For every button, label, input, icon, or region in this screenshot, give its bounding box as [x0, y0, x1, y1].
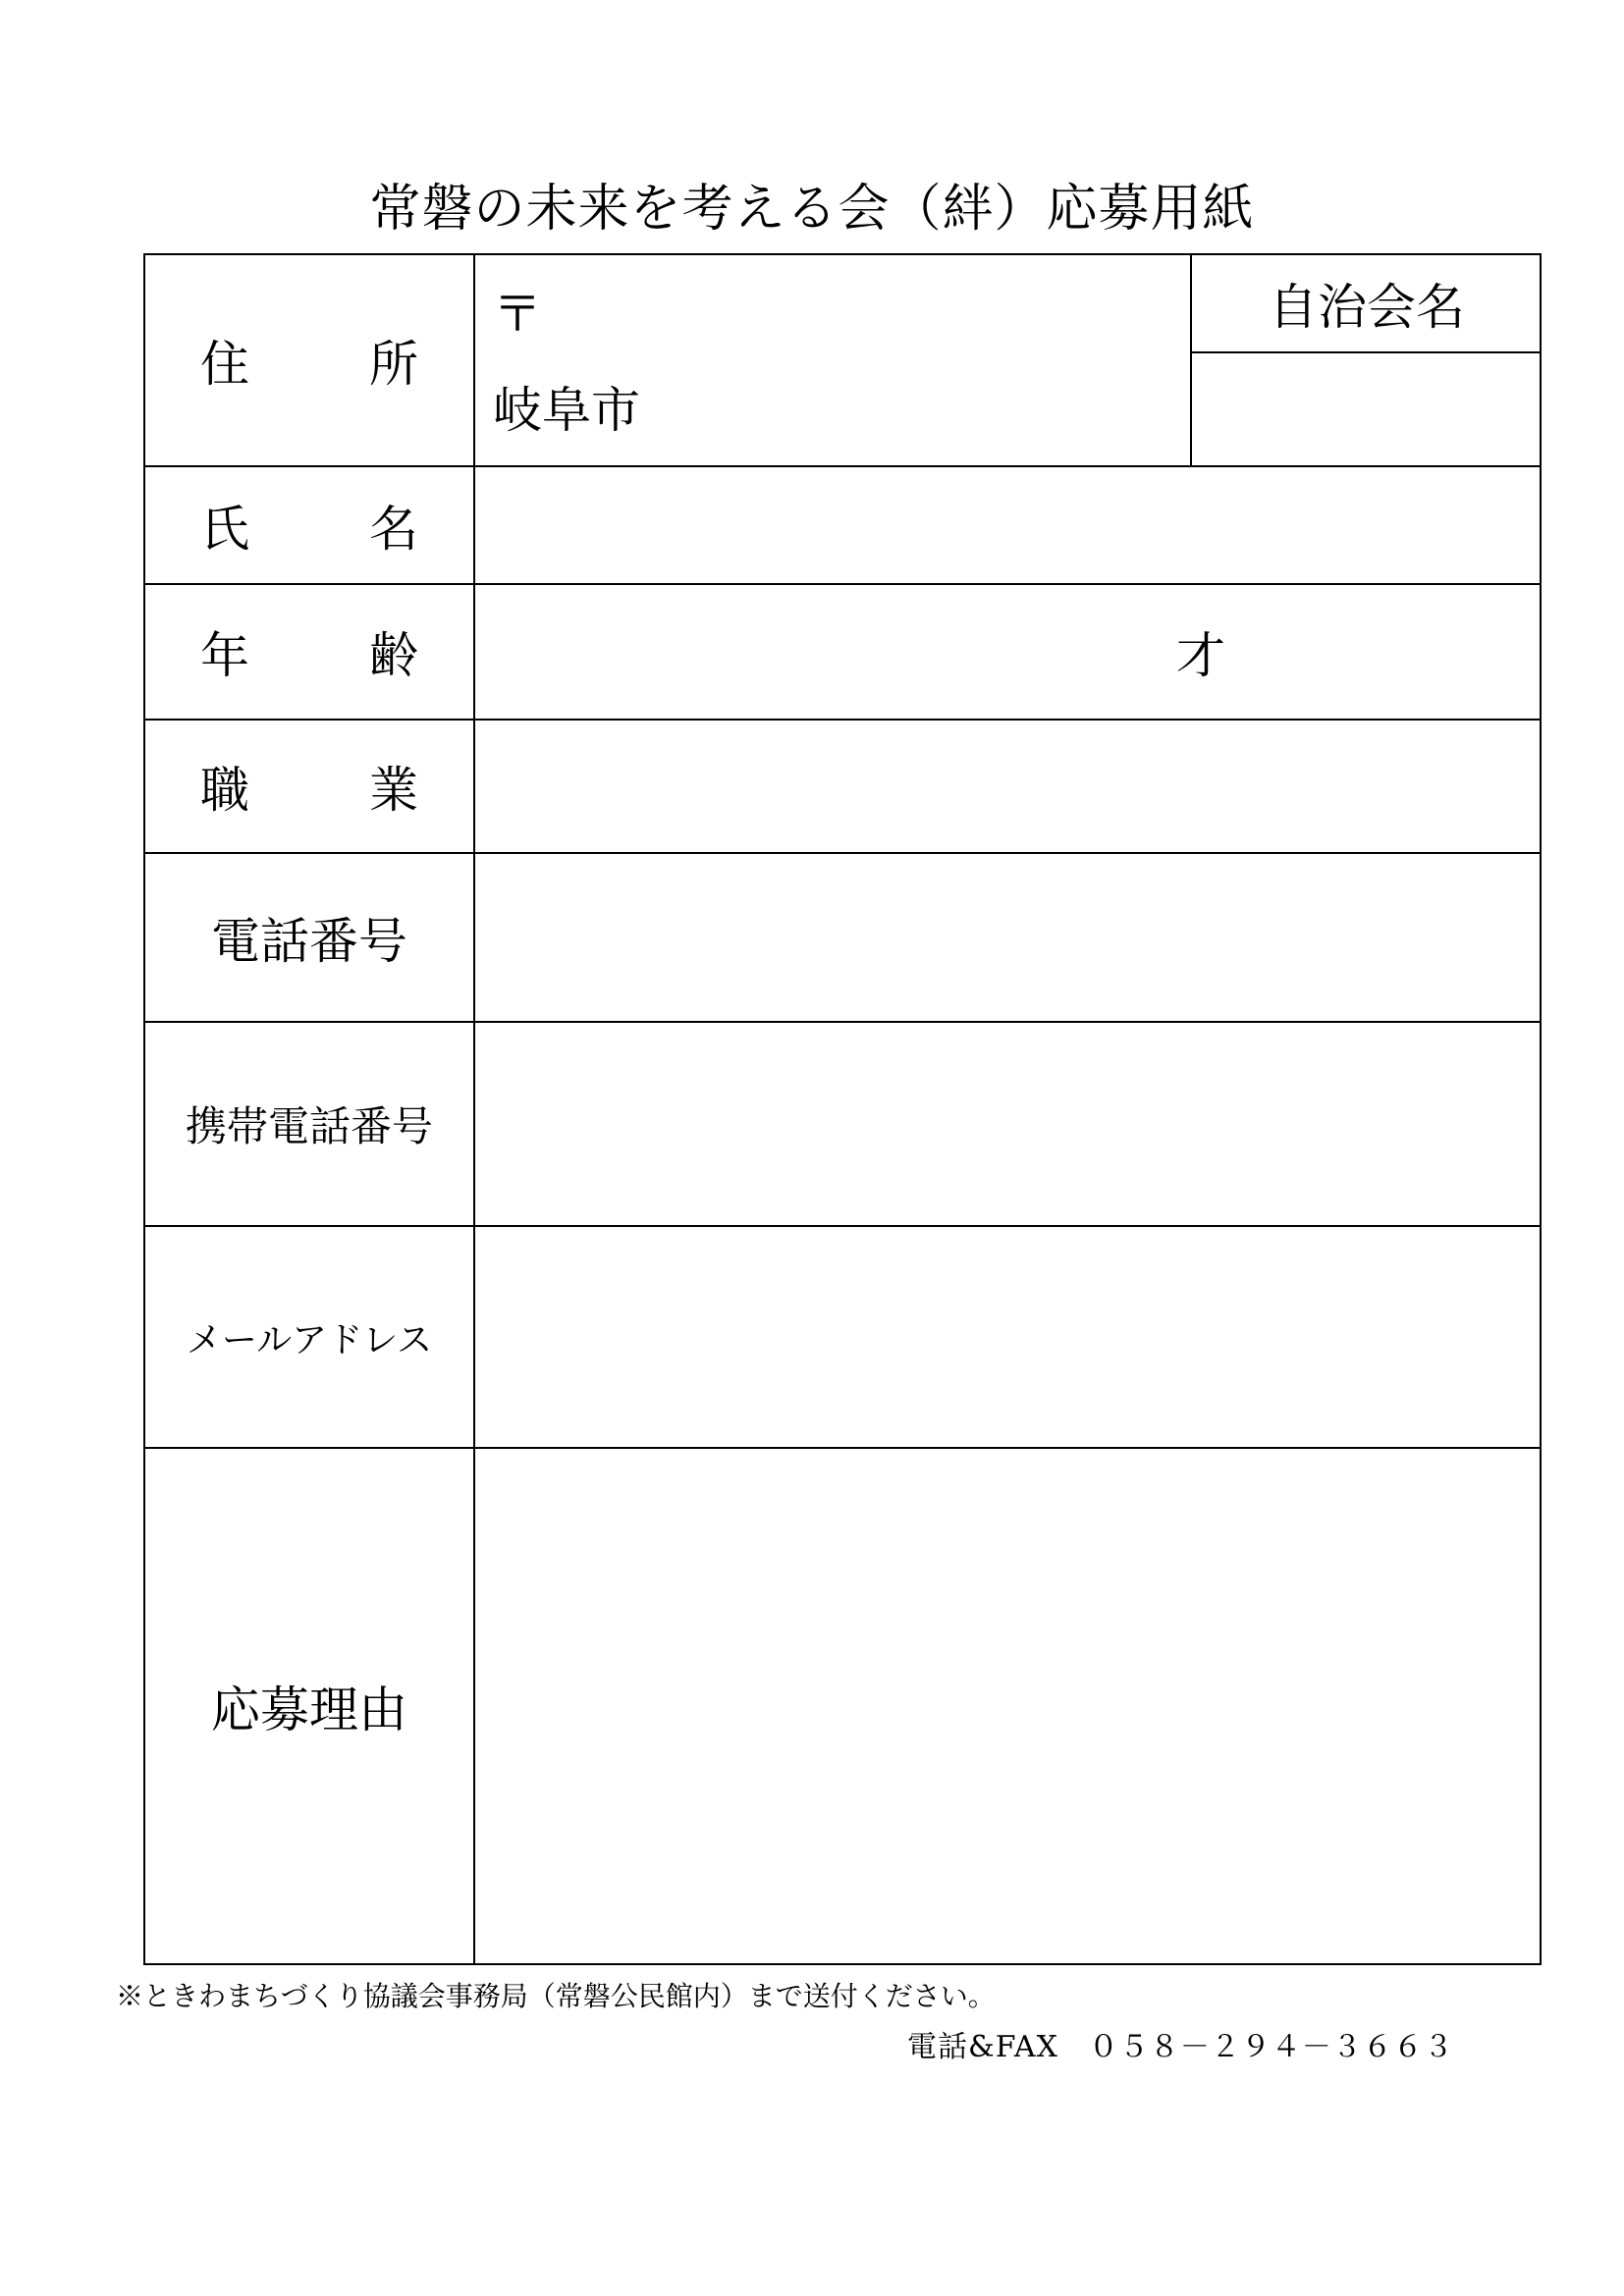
postal-mark: 〒	[493, 286, 542, 343]
age-label: 年 齢	[145, 585, 475, 719]
address-label: 住 所	[145, 255, 475, 465]
name-label: 氏 名	[145, 467, 475, 583]
age-row	[145, 585, 1540, 721]
age-unit: 才	[1176, 627, 1225, 684]
submission-note: ※ときわまちづくり協議会事務局（常磐公民館内）まで送付ください。	[116, 1980, 996, 2012]
email-field[interactable]	[475, 1227, 1540, 1447]
occupation-row	[145, 721, 1540, 854]
mobile-label: 携帯電話番号	[145, 1023, 475, 1225]
address-row	[145, 255, 1540, 467]
mobile-field[interactable]	[475, 1023, 1540, 1225]
application-form-table	[143, 253, 1542, 1965]
phone-label: 電話番号	[145, 854, 475, 1021]
occupation-label: 職 業	[145, 721, 475, 852]
mobile-row	[145, 1023, 1540, 1227]
occupation-field[interactable]	[475, 721, 1540, 852]
email-label: メールアドレス	[145, 1227, 475, 1447]
reason-row	[145, 1449, 1540, 1963]
reason-field[interactable]	[475, 1449, 1540, 1963]
email-row	[145, 1227, 1540, 1449]
contact-info: 電話&FAX ０５８－２９４－３６６３	[907, 2030, 1454, 2064]
phone-field[interactable]	[475, 854, 1540, 1021]
phone-row	[145, 854, 1540, 1023]
association-label: 自治会名	[1192, 255, 1542, 353]
city-text: 岐阜市	[493, 382, 640, 439]
name-field[interactable]	[475, 467, 1540, 583]
reason-label: 応募理由	[145, 1449, 475, 1963]
association-field[interactable]	[1192, 353, 1542, 465]
association-cell	[1190, 255, 1542, 465]
form-title: 常磐の未来を考える会（絆）応募用紙	[369, 180, 1255, 239]
name-row	[145, 467, 1540, 585]
age-field[interactable]	[475, 585, 1540, 719]
